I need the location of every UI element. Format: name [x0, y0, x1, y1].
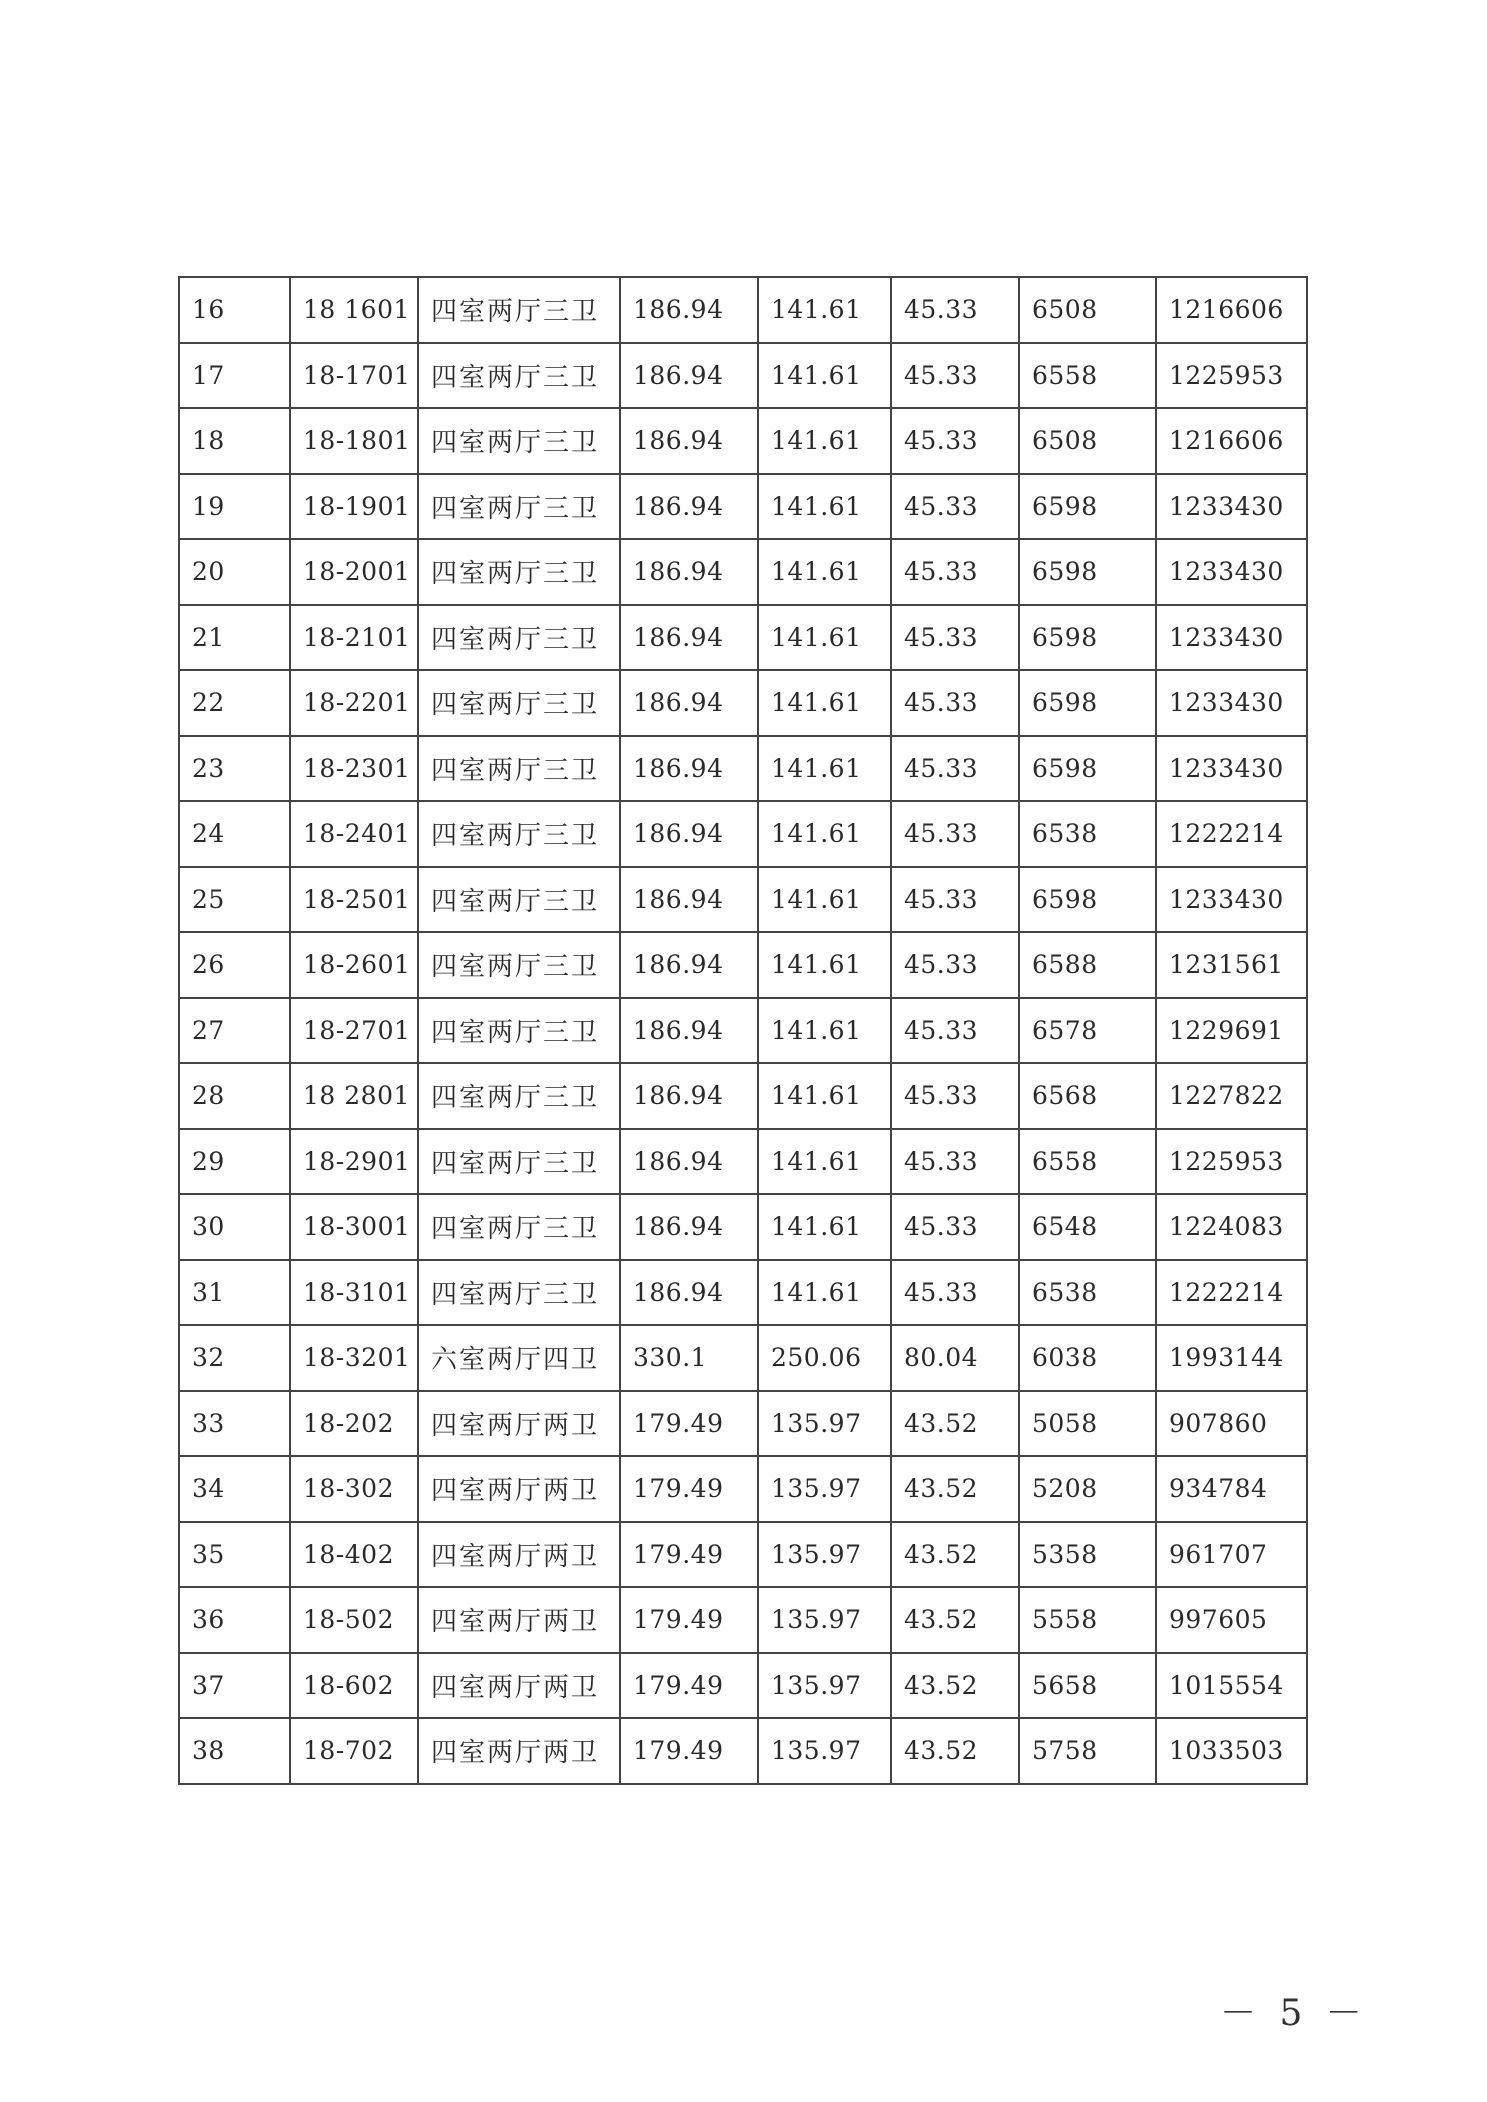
cell-building-area: 330.1 — [620, 1325, 758, 1391]
cell-unit-price: 5658 — [1019, 1653, 1156, 1719]
cell-row-number: 23 — [179, 736, 290, 802]
cell-unit-type: 四室两厅三卫 — [418, 1260, 620, 1326]
cell-shared-area: 45.33 — [891, 801, 1019, 867]
cell-unit-number: 18-2701 — [290, 998, 418, 1064]
cell-shared-area: 45.33 — [891, 998, 1019, 1064]
cell-unit-price: 6508 — [1019, 277, 1156, 343]
cell-inner-area: 135.97 — [758, 1653, 891, 1719]
cell-row-number: 32 — [179, 1325, 290, 1391]
cell-unit-price: 5058 — [1019, 1391, 1156, 1457]
cell-building-area: 186.94 — [620, 1260, 758, 1326]
table-row — [179, 1325, 1307, 1391]
table-row — [179, 1260, 1307, 1326]
cell-unit-number: 18-2001 — [290, 539, 418, 605]
cell-unit-number: 18-3101 — [290, 1260, 418, 1326]
cell-total-price: 961707 — [1156, 1522, 1307, 1588]
cell-inner-area: 141.61 — [758, 474, 891, 540]
cell-shared-area: 43.52 — [891, 1587, 1019, 1653]
cell-total-price: 1224083 — [1156, 1194, 1307, 1260]
cell-unit-number: 18-2601 — [290, 932, 418, 998]
cell-row-number: 20 — [179, 539, 290, 605]
table-row — [179, 605, 1307, 671]
cell-shared-area: 45.33 — [891, 343, 1019, 409]
cell-row-number: 31 — [179, 1260, 290, 1326]
cell-building-area: 186.94 — [620, 605, 758, 671]
cell-shared-area: 45.33 — [891, 1063, 1019, 1129]
cell-unit-price: 6598 — [1019, 539, 1156, 605]
cell-unit-type: 四室两厅三卫 — [418, 1063, 620, 1129]
price-table — [178, 276, 1308, 1785]
cell-unit-type: 四室两厅两卫 — [418, 1391, 620, 1457]
cell-row-number: 35 — [179, 1522, 290, 1588]
table-row — [179, 343, 1307, 409]
cell-total-price: 1233430 — [1156, 867, 1307, 933]
table-row — [179, 474, 1307, 540]
cell-unit-price: 6598 — [1019, 605, 1156, 671]
cell-shared-area: 80.04 — [891, 1325, 1019, 1391]
cell-total-price: 1225953 — [1156, 343, 1307, 409]
cell-unit-price: 6038 — [1019, 1325, 1156, 1391]
cell-inner-area: 135.97 — [758, 1587, 891, 1653]
cell-shared-area: 45.33 — [891, 932, 1019, 998]
cell-shared-area: 45.33 — [891, 474, 1019, 540]
cell-total-price: 1233430 — [1156, 670, 1307, 736]
cell-unit-type: 四室两厅三卫 — [418, 1129, 620, 1195]
cell-total-price: 1233430 — [1156, 474, 1307, 540]
cell-row-number: 30 — [179, 1194, 290, 1260]
cell-inner-area: 141.61 — [758, 867, 891, 933]
cell-row-number: 24 — [179, 801, 290, 867]
cell-building-area: 186.94 — [620, 736, 758, 802]
cell-building-area: 186.94 — [620, 867, 758, 933]
cell-row-number: 26 — [179, 932, 290, 998]
cell-unit-price: 6548 — [1019, 1194, 1156, 1260]
cell-unit-type: 六室两厅四卫 — [418, 1325, 620, 1391]
cell-total-price: 1015554 — [1156, 1653, 1307, 1719]
cell-inner-area: 141.61 — [758, 277, 891, 343]
cell-unit-type: 四室两厅两卫 — [418, 1456, 620, 1522]
cell-unit-type: 四室两厅三卫 — [418, 408, 620, 474]
table-row — [179, 408, 1307, 474]
cell-inner-area: 141.61 — [758, 932, 891, 998]
cell-building-area: 186.94 — [620, 408, 758, 474]
cell-shared-area: 45.33 — [891, 605, 1019, 671]
cell-unit-number: 18-2301 — [290, 736, 418, 802]
cell-unit-type: 四室两厅三卫 — [418, 277, 620, 343]
cell-unit-number: 18-2201 — [290, 670, 418, 736]
cell-shared-area: 45.33 — [891, 277, 1019, 343]
cell-unit-type: 四室两厅两卫 — [418, 1718, 620, 1784]
cell-inner-area: 141.61 — [758, 998, 891, 1064]
cell-shared-area: 43.52 — [891, 1522, 1019, 1588]
cell-shared-area: 43.52 — [891, 1653, 1019, 1719]
cell-unit-price: 6568 — [1019, 1063, 1156, 1129]
cell-inner-area: 141.61 — [758, 1194, 891, 1260]
cell-unit-price: 6538 — [1019, 1260, 1156, 1326]
table-row — [179, 1194, 1307, 1260]
table-row — [179, 277, 1307, 343]
cell-shared-area: 45.33 — [891, 408, 1019, 474]
cell-unit-price: 6598 — [1019, 670, 1156, 736]
cell-unit-number: 18 2801 — [290, 1063, 418, 1129]
cell-inner-area: 141.61 — [758, 1129, 891, 1195]
cell-shared-area: 45.33 — [891, 736, 1019, 802]
cell-unit-number: 18-1801 — [290, 408, 418, 474]
cell-unit-type: 四室两厅三卫 — [418, 932, 620, 998]
cell-unit-type: 四室两厅三卫 — [418, 605, 620, 671]
cell-total-price: 1233430 — [1156, 736, 1307, 802]
cell-row-number: 38 — [179, 1718, 290, 1784]
cell-unit-number: 18-702 — [290, 1718, 418, 1784]
table-row — [179, 1456, 1307, 1522]
cell-inner-area: 141.61 — [758, 343, 891, 409]
cell-unit-number: 18-202 — [290, 1391, 418, 1457]
cell-unit-number: 18-502 — [290, 1587, 418, 1653]
cell-building-area: 186.94 — [620, 277, 758, 343]
cell-row-number: 25 — [179, 867, 290, 933]
table-row — [179, 1063, 1307, 1129]
cell-shared-area: 45.33 — [891, 1129, 1019, 1195]
cell-building-area: 186.94 — [620, 343, 758, 409]
cell-unit-type: 四室两厅三卫 — [418, 1194, 620, 1260]
cell-unit-number: 18-3201 — [290, 1325, 418, 1391]
table-row — [179, 932, 1307, 998]
cell-inner-area: 141.61 — [758, 801, 891, 867]
table-row — [179, 1718, 1307, 1784]
cell-total-price: 1222214 — [1156, 1260, 1307, 1326]
cell-inner-area: 135.97 — [758, 1391, 891, 1457]
cell-shared-area: 45.33 — [891, 867, 1019, 933]
cell-unit-price: 5208 — [1019, 1456, 1156, 1522]
cell-total-price: 1993144 — [1156, 1325, 1307, 1391]
table-row — [179, 1587, 1307, 1653]
cell-total-price: 1233430 — [1156, 605, 1307, 671]
cell-shared-area: 45.33 — [891, 1260, 1019, 1326]
table-row — [179, 539, 1307, 605]
cell-unit-number: 18-402 — [290, 1522, 418, 1588]
cell-building-area: 186.94 — [620, 801, 758, 867]
cell-unit-number: 18-1701 — [290, 343, 418, 409]
cell-inner-area: 141.61 — [758, 1260, 891, 1326]
cell-total-price: 1222214 — [1156, 801, 1307, 867]
cell-building-area: 186.94 — [620, 474, 758, 540]
cell-unit-number: 18-2401 — [290, 801, 418, 867]
cell-unit-type: 四室两厅两卫 — [418, 1653, 620, 1719]
cell-building-area: 179.49 — [620, 1391, 758, 1457]
cell-total-price: 934784 — [1156, 1456, 1307, 1522]
cell-inner-area: 141.61 — [758, 605, 891, 671]
cell-unit-price: 6558 — [1019, 343, 1156, 409]
cell-total-price: 907860 — [1156, 1391, 1307, 1457]
page-number: － 5 － — [1220, 1993, 1368, 2034]
cell-building-area: 186.94 — [620, 1063, 758, 1129]
cell-unit-price: 6578 — [1019, 998, 1156, 1064]
cell-unit-type: 四室两厅三卫 — [418, 539, 620, 605]
cell-unit-number: 18-602 — [290, 1653, 418, 1719]
cell-row-number: 19 — [179, 474, 290, 540]
cell-unit-number: 18-2501 — [290, 867, 418, 933]
cell-inner-area: 135.97 — [758, 1456, 891, 1522]
cell-inner-area: 141.61 — [758, 408, 891, 474]
cell-unit-type: 四室两厅三卫 — [418, 343, 620, 409]
cell-unit-number: 18-2901 — [290, 1129, 418, 1195]
cell-inner-area: 141.61 — [758, 736, 891, 802]
cell-row-number: 16 — [179, 277, 290, 343]
table-row — [179, 801, 1307, 867]
cell-total-price: 997605 — [1156, 1587, 1307, 1653]
cell-row-number: 29 — [179, 1129, 290, 1195]
table-body — [179, 277, 1307, 1784]
cell-building-area: 186.94 — [620, 1129, 758, 1195]
cell-total-price: 1216606 — [1156, 408, 1307, 474]
cell-shared-area: 45.33 — [891, 1194, 1019, 1260]
cell-row-number: 37 — [179, 1653, 290, 1719]
cell-shared-area: 45.33 — [891, 539, 1019, 605]
cell-unit-price: 6598 — [1019, 867, 1156, 933]
cell-total-price: 1216606 — [1156, 277, 1307, 343]
cell-building-area: 179.49 — [620, 1587, 758, 1653]
cell-unit-price: 5558 — [1019, 1587, 1156, 1653]
cell-row-number: 27 — [179, 998, 290, 1064]
cell-inner-area: 250.06 — [758, 1325, 891, 1391]
cell-shared-area: 43.52 — [891, 1391, 1019, 1457]
cell-unit-type: 四室两厅三卫 — [418, 474, 620, 540]
cell-inner-area: 141.61 — [758, 539, 891, 605]
cell-building-area: 186.94 — [620, 998, 758, 1064]
cell-total-price: 1229691 — [1156, 998, 1307, 1064]
table-row — [179, 1129, 1307, 1195]
cell-unit-type: 四室两厅三卫 — [418, 670, 620, 736]
cell-inner-area: 141.61 — [758, 670, 891, 736]
cell-unit-price: 5758 — [1019, 1718, 1156, 1784]
cell-unit-price: 6538 — [1019, 801, 1156, 867]
table-row — [179, 1653, 1307, 1719]
cell-total-price: 1033503 — [1156, 1718, 1307, 1784]
cell-row-number: 36 — [179, 1587, 290, 1653]
cell-unit-number: 18-1901 — [290, 474, 418, 540]
cell-unit-price: 6598 — [1019, 736, 1156, 802]
cell-unit-type: 四室两厅三卫 — [418, 801, 620, 867]
cell-unit-type: 四室两厅三卫 — [418, 867, 620, 933]
cell-unit-number: 18-3001 — [290, 1194, 418, 1260]
cell-shared-area: 45.33 — [891, 670, 1019, 736]
cell-building-area: 179.49 — [620, 1653, 758, 1719]
table-row — [179, 998, 1307, 1064]
cell-row-number: 34 — [179, 1456, 290, 1522]
cell-unit-type: 四室两厅两卫 — [418, 1587, 620, 1653]
cell-row-number: 33 — [179, 1391, 290, 1457]
cell-inner-area: 141.61 — [758, 1063, 891, 1129]
cell-unit-number: 18-302 — [290, 1456, 418, 1522]
cell-unit-type: 四室两厅三卫 — [418, 998, 620, 1064]
cell-inner-area: 135.97 — [758, 1718, 891, 1784]
cell-unit-price: 6588 — [1019, 932, 1156, 998]
cell-unit-number: 18 1601 — [290, 277, 418, 343]
cell-row-number: 18 — [179, 408, 290, 474]
table-row — [179, 1391, 1307, 1457]
cell-total-price: 1231561 — [1156, 932, 1307, 998]
cell-building-area: 179.49 — [620, 1456, 758, 1522]
cell-unit-type: 四室两厅三卫 — [418, 736, 620, 802]
table-row — [179, 670, 1307, 736]
cell-building-area: 186.94 — [620, 539, 758, 605]
cell-row-number: 28 — [179, 1063, 290, 1129]
table-row — [179, 867, 1307, 933]
cell-building-area: 186.94 — [620, 1194, 758, 1260]
cell-inner-area: 135.97 — [758, 1522, 891, 1588]
cell-total-price: 1225953 — [1156, 1129, 1307, 1195]
table-row — [179, 1522, 1307, 1588]
cell-building-area: 179.49 — [620, 1522, 758, 1588]
cell-unit-price: 6508 — [1019, 408, 1156, 474]
cell-shared-area: 43.52 — [891, 1718, 1019, 1784]
cell-unit-type: 四室两厅两卫 — [418, 1522, 620, 1588]
cell-building-area: 179.49 — [620, 1718, 758, 1784]
table-row — [179, 736, 1307, 802]
cell-unit-price: 6558 — [1019, 1129, 1156, 1195]
cell-building-area: 186.94 — [620, 670, 758, 736]
cell-row-number: 17 — [179, 343, 290, 409]
cell-unit-price: 6598 — [1019, 474, 1156, 540]
cell-unit-price: 5358 — [1019, 1522, 1156, 1588]
cell-row-number: 22 — [179, 670, 290, 736]
cell-unit-number: 18-2101 — [290, 605, 418, 671]
cell-total-price: 1227822 — [1156, 1063, 1307, 1129]
cell-shared-area: 43.52 — [891, 1456, 1019, 1522]
cell-total-price: 1233430 — [1156, 539, 1307, 605]
cell-row-number: 21 — [179, 605, 290, 671]
cell-building-area: 186.94 — [620, 932, 758, 998]
